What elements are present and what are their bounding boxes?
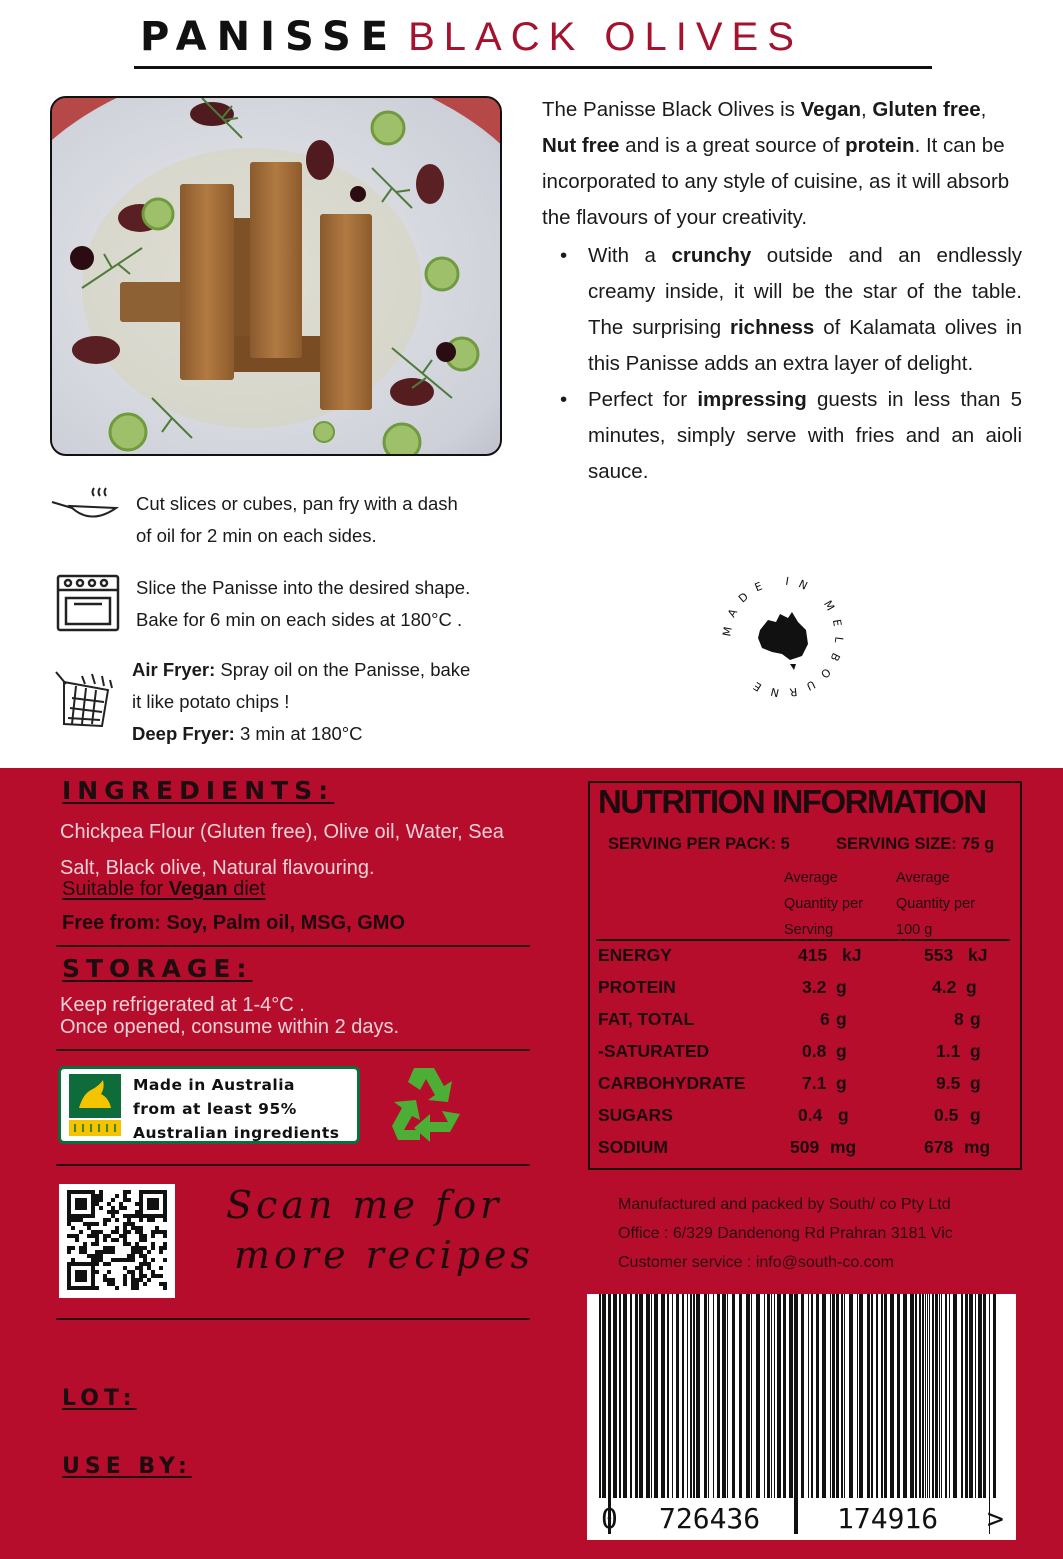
- per-100g-value: 553: [924, 945, 954, 965]
- nutrient-name: SUGARS: [598, 1105, 673, 1125]
- per-100g-unit: g: [970, 1041, 981, 1061]
- feature-list: [542, 238, 1022, 490]
- panisse-dish-illustration: [52, 98, 502, 456]
- divider: [56, 945, 530, 947]
- divider: [56, 1164, 530, 1166]
- bullet-text: outside and an endlessly creamy inside, it will be the star of the table. The surprising: [588, 244, 1023, 339]
- deepfryer-label: Deep Fryer:: [132, 723, 235, 744]
- nutrition-row: [598, 945, 1018, 977]
- bullet-text: of Kalamata olives in this Panisse adds an extra layer of delight.: [588, 316, 1022, 375]
- per-100g-value: 0.5: [934, 1105, 959, 1125]
- bullet-bold: crunchy: [671, 244, 752, 267]
- storage-line: Keep refrigerated at 1-4°C .: [60, 994, 305, 1016]
- ingredients-line: Salt, Black olive, Natural flavouring.: [60, 857, 375, 879]
- per-100g-value: 9.5: [936, 1073, 961, 1093]
- bullet-text: guests in less than 5 minutes, simply serve with fries and an aioli sauce.: [588, 388, 1022, 483]
- per-serving-unit: g: [836, 977, 847, 997]
- fryer-instructions: [132, 654, 470, 750]
- feature-bullet-impressing: • Perfect for impressing guests in less than 5 minutes, simply serve with fries and an aioli sauce.: [560, 388, 1022, 483]
- product-title: [140, 14, 940, 64]
- australia-map-icon: [758, 612, 808, 670]
- per-serving-header: [784, 865, 863, 943]
- serving-size: SERVING SIZE: 75 g: [836, 835, 995, 853]
- barcode-digits-right: 174916: [837, 1502, 939, 1535]
- barcode-quiet-zone-marker: >: [987, 1502, 1004, 1535]
- australian-made-text: [133, 1073, 339, 1145]
- storage-text: [60, 994, 399, 1038]
- col-header-line: Average: [784, 870, 838, 886]
- vegan-prefix: Suitable for: [62, 878, 169, 900]
- per-100g-value: 8: [954, 1009, 964, 1029]
- use-by-label: USE BY:: [62, 1454, 192, 1479]
- per-100g-unit: mg: [964, 1137, 991, 1157]
- australian-made-label: [58, 1066, 360, 1144]
- per-serving-unit: g: [836, 1009, 847, 1029]
- ingredients-line: Chickpea Flour (Gluten free), Olive oil, Water, Sea: [60, 821, 504, 843]
- deepfryer-text: 3 min at 180°C: [234, 723, 363, 744]
- intro-text: ,: [861, 98, 873, 121]
- frying-pan-icon: [50, 486, 120, 534]
- col-header-line: Average: [896, 870, 950, 886]
- product-photo: [50, 96, 502, 456]
- oven-line: Bake for 6 min on each sides at 180°C .: [136, 609, 463, 630]
- nutrition-row: [598, 1041, 1018, 1073]
- vegan-suitability: [62, 878, 265, 901]
- pan-fry-instructions: [136, 488, 458, 552]
- intro-text: The Panisse Black Olives is: [542, 98, 801, 121]
- nutrition-information-table: [588, 781, 1022, 1170]
- lot-label: LOT:: [62, 1386, 137, 1411]
- title-variant: BLACK OLIVES: [408, 15, 803, 59]
- manufacturer-address: Office : 6/329 Dandenong Rd Prahran 3181 Vic: [618, 1225, 953, 1242]
- ingredients-heading: INGREDIENTS:: [62, 776, 335, 805]
- intro-gluten-free: Gluten free: [872, 98, 981, 121]
- per-100g-value: 1.1: [936, 1041, 961, 1061]
- airfryer-label: Air Fryer:: [132, 659, 216, 680]
- nutrition-row: [598, 1009, 1018, 1041]
- per-serving-unit: g: [836, 1041, 847, 1061]
- per-100g-header: [896, 865, 975, 943]
- vegan-suffix: diet: [227, 878, 266, 900]
- bullet-text: Perfect for: [588, 388, 698, 411]
- scan-for-recipes: [226, 1180, 534, 1280]
- divider: [56, 1318, 530, 1320]
- per-serving-unit: g: [836, 1073, 847, 1093]
- bullet-bold: impressing: [697, 388, 807, 411]
- nutrient-name: FAT, TOTAL: [598, 1009, 695, 1029]
- per-100g-unit: g: [970, 1073, 981, 1093]
- nutrient-name: CARBOHYDRATE: [598, 1073, 746, 1093]
- intro-nut-free: Nut free: [542, 134, 620, 157]
- per-serving-value: 415: [798, 945, 828, 965]
- col-header-line: Quantity per: [896, 896, 975, 912]
- intro-paragraph: [542, 92, 1022, 236]
- per-serving-unit: mg: [830, 1137, 857, 1157]
- aus-line: from at least 95%: [133, 1100, 297, 1118]
- intro-text: ,: [980, 98, 987, 121]
- oven-icon: [56, 574, 120, 632]
- col-header-line: 100 g: [896, 922, 933, 938]
- scan-line: more recipes: [234, 1233, 535, 1277]
- vegan-bold: Vegan: [168, 878, 228, 900]
- made-in-melbourne-badge: [718, 572, 848, 702]
- title-brand: PANISSE: [140, 14, 399, 60]
- per-serving-value: 0.4: [798, 1105, 823, 1125]
- per-100g-unit: kJ: [968, 945, 988, 965]
- per-serving-unit: g: [838, 1105, 849, 1125]
- nutrition-title: NUTRITION INFORMATION: [598, 783, 986, 820]
- nutrient-name: ENERGY: [598, 945, 672, 965]
- qr-code-icon[interactable]: [59, 1184, 175, 1298]
- free-from: Free from: Soy, Palm oil, MSG, GMO: [62, 912, 406, 934]
- feature-bullet-crunchy: • With a crunchy outside and an endlessly creamy inside, it will be the star of the table. The surprising richness of Kalamata olives in this Panisse adds an extra layer of delight.: [560, 244, 1023, 375]
- nutrition-row: [598, 1105, 1018, 1137]
- pan-fry-line: Cut slices or cubes, pan fry with a dash: [136, 493, 458, 514]
- serving-per-pack: SERVING PER PACK: 5: [608, 835, 790, 853]
- barcode-digit-prefix: 0: [601, 1502, 618, 1535]
- intro-vegan: Vegan: [800, 98, 862, 121]
- badge-text: MADE IN MELBOURNE: [720, 574, 846, 700]
- title-underline: [134, 66, 932, 69]
- fryer-basket-icon: [54, 668, 118, 730]
- ingredients-list: [60, 814, 504, 886]
- barcode-digits-left: 726436: [659, 1502, 761, 1535]
- deepfryer-line: [132, 718, 470, 750]
- barcode: [587, 1294, 1016, 1540]
- oven-line: Slice the Panisse into the desired shape.: [136, 577, 471, 598]
- divider: [56, 1049, 530, 1051]
- storage-heading: STORAGE:: [62, 954, 253, 983]
- nutrient-name: PROTEIN: [598, 977, 676, 997]
- scan-line: Scan me for: [226, 1183, 503, 1227]
- product-description: [542, 92, 1022, 490]
- per-100g-unit: g: [970, 1105, 981, 1125]
- airfryer-line-2: it like potato chips !: [132, 691, 290, 712]
- per-serving-value: 0.8: [802, 1041, 827, 1061]
- intro-text: . It can be incorporated to any style of cuisine, as it will absorb the flavours of your creativity.: [542, 134, 1010, 229]
- bullet-text: With a: [588, 244, 672, 267]
- qr-code[interactable]: [59, 1184, 175, 1298]
- per-serving-value: 7.1: [802, 1073, 827, 1093]
- aus-line: Australian ingredients: [133, 1124, 340, 1142]
- intro-protein: protein: [845, 134, 915, 157]
- col-header-line: Serving: [784, 922, 834, 938]
- per-serving-value: 6: [820, 1009, 830, 1029]
- per-100g-value: 4.2: [932, 977, 957, 997]
- pan-fry-line: of oil for 2 min on each sides.: [136, 525, 377, 546]
- storage-line: Once opened, consume within 2 days.: [60, 1016, 400, 1038]
- per-100g-unit: g: [970, 1009, 981, 1029]
- nutrient-name: -SATURATED: [598, 1041, 710, 1061]
- col-header-line: Quantity per: [784, 896, 863, 912]
- nutrition-row: [598, 977, 1018, 1009]
- barcode-icon: [587, 1294, 1016, 1540]
- nutrition-row: [598, 1073, 1018, 1105]
- bullet-bold: richness: [730, 316, 815, 339]
- table-rule: [596, 939, 1010, 941]
- airfryer-text: Spray oil on the Panisse, bake: [215, 659, 471, 680]
- oven-instructions: [136, 572, 470, 636]
- per-serving-unit: kJ: [842, 945, 862, 965]
- intro-text: and is a great source of: [619, 134, 846, 157]
- per-100g-unit: g: [966, 977, 977, 997]
- manufacturer-line: Manufactured and packed by South/ co Pty Ltd: [618, 1196, 951, 1213]
- per-100g-value: 678: [924, 1137, 954, 1157]
- recycle-icon: [384, 1064, 468, 1146]
- per-serving-value: 3.2: [802, 977, 827, 997]
- aus-line: Made in Australia: [133, 1076, 295, 1094]
- nutrient-name: SODIUM: [598, 1137, 668, 1157]
- per-serving-value: 509: [790, 1137, 820, 1157]
- airfryer-line: [132, 654, 470, 686]
- manufacturer-info: [618, 1190, 953, 1277]
- customer-service: Customer service : info@south-co.com: [618, 1254, 894, 1271]
- nutrition-row: [598, 1137, 1018, 1169]
- australian-made-logo-icon: [69, 1074, 121, 1136]
